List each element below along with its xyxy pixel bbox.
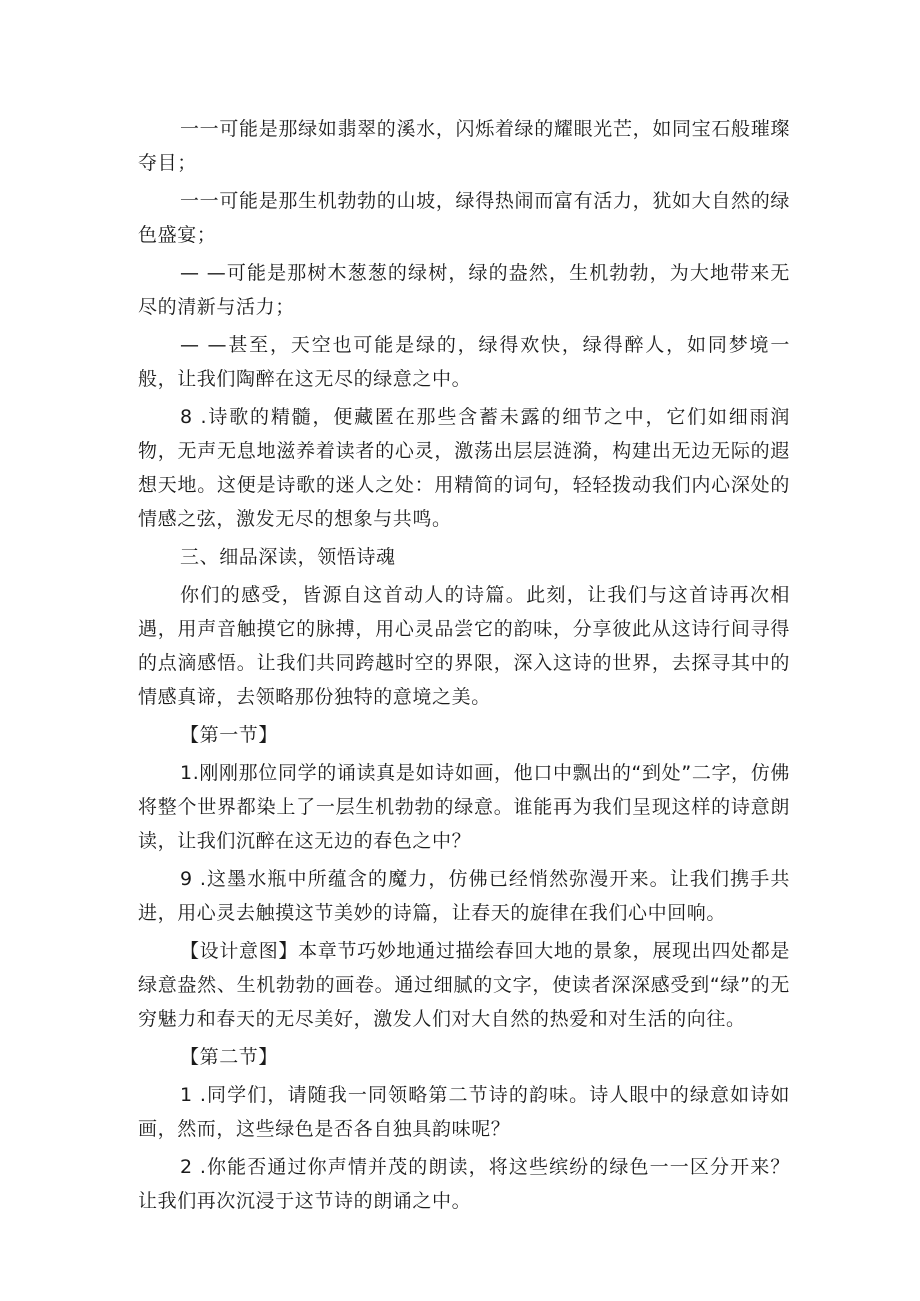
subsection-label-1: 【第一节】 [180, 724, 279, 746]
subsection-label-2: 【第二节】 [180, 1046, 279, 1068]
section-heading-3: 三、细品深读，领悟诗魂 [180, 546, 396, 568]
paragraph-item-1a: 1.刚刚那位同学的诵读真是如诗如画，他口中飘出的“到处”二字，仿佛将整个世界都染上了一层生机勃勃的绿意。谁能再为我们呈现这样的诗意朗读，让我们沉醉在这无边的春色之中？ [138, 762, 790, 852]
paragraph-intro: 你们的感受，皆源自这首动人的诗篇。此刻，让我们与这首诗再次相遇，用声音触摸它的脉搏，用心灵品尝它的韵味，分享彼此从这诗行间寻得的点滴感悟。让我们共同跨越时空的界限，深入这诗的世界，去探寻其中的情感真谛，去领略那份独特的意境之美。 [138, 584, 790, 708]
document-body [138, 112, 790, 1222]
paragraph-item-9: 9 .这墨水瓶中所蕴含的魔力，仿佛已经悄然弥漫开来。让我们携手共进，用心灵去触摸这节美妙的诗篇，让春天的旋律在我们心中回响。 [138, 868, 790, 924]
paragraph-sky: — —甚至，天空也可能是绿的，绿得欢快，绿得醉人，如同梦境一般，让我们陶醉在这无尽的绿意之中。 [138, 334, 790, 390]
paragraph-item-1b: 1 .同学们，请随我一同领略第二节诗的韵味。诗人眼中的绿意如诗如画，然而，这些绿色是否各自独具韵味呢？ [138, 1084, 790, 1140]
paragraph-stream: 一一可能是那绿如翡翠的溪水，闪烁着绿的耀眼光芒，如同宝石般璀璨夺目； [138, 118, 790, 174]
paragraph-item-8: 8 .诗歌的精髓，便藏匿在那些含蓄未露的细节之中，它们如细雨润物，无声无息地滋养着读者的心灵，激荡出层层涟漪，构建出无边无际的遐想天地。这便是诗歌的迷人之处：用精简的词句，轻轻拨动我们内心深处的情感之弦，激发无尽的想象与共鸣。 [138, 406, 790, 530]
paragraph-item-2: 2 .你能否通过你声情并茂的朗读，将这些缤纷的绿色一一区分开来？让我们再次沉浸于这节诗的朗诵之中。 [138, 1156, 790, 1212]
paragraph-trees: — —可能是那树木葱葱的绿树，绿的盎然，生机勃勃，为大地带来无尽的清新与活力； [138, 262, 790, 318]
paragraph-hillside: 一一可能是那生机勃勃的山坡，绿得热闹而富有活力，犹如大自然的绿色盛宴； [138, 190, 790, 246]
paragraph-design-intent: 【设计意图】本章节巧妙地通过描绘春回大地的景象，展现出四处都是绿意盎然、生机勃勃的画卷。通过细腻的文字，使读者深深感受到“绿”的无穷魅力和春天的无尽美好，激发人们对大自然的热爱和对生活的向往。 [138, 940, 790, 1030]
